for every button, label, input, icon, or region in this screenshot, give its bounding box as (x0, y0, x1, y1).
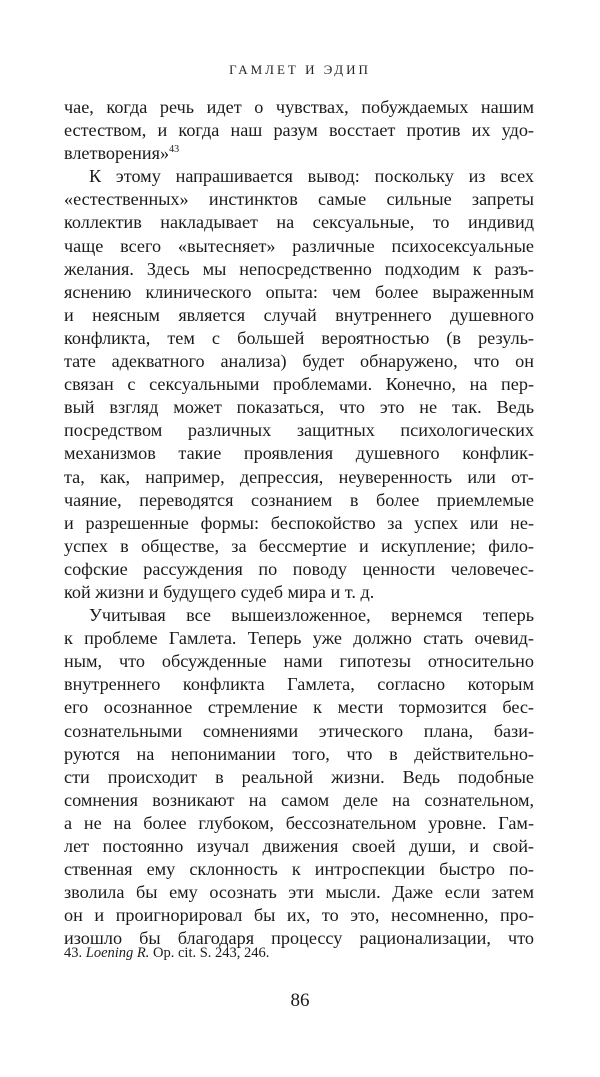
text-line-content: успех в обществе, за бессмертие и искупление; фило- (64, 535, 534, 556)
text-line (64, 835, 534, 858)
text-line (64, 489, 534, 512)
text-line (64, 881, 534, 904)
text-line (64, 258, 534, 281)
text-line-content: яснению клинического опыта: чем более выраженным (64, 281, 534, 302)
text-line (64, 650, 534, 673)
text-line-content: сомнения возникают на самом деле на сознательном, (64, 789, 534, 810)
text-line-content: лет постоянно изучал движения своей души, и свой- (64, 836, 534, 856)
text-line (64, 119, 534, 142)
text-line-content: к проблеме Гамлета. Теперь уже должно стать очевид- (64, 628, 534, 649)
text-line-content: его осознанное стремление к мести тормозится бес- (64, 697, 534, 718)
text-line-content: К этому напрашивается вывод: поскольку из всех (89, 166, 534, 187)
text-line-content: механизмов такие проявления душевного конфлик- (64, 443, 534, 464)
text-line (64, 904, 534, 927)
text-line-content: желания. Здесь мы непосредственно подходим к разъ- (64, 258, 534, 279)
text-line-content: посредством различных защитных психологических (64, 420, 534, 441)
text-line (64, 535, 534, 558)
body-text (64, 96, 534, 950)
text-line-content: ственная ему склонность к интроспекции быстро по- (64, 859, 534, 880)
text-line (64, 396, 534, 419)
text-line (64, 789, 534, 812)
text-line-content: внутреннего конфликта Гамлета, согласно которым (64, 674, 534, 695)
text-line-content: вый взгляд может показаться, что это не так. Ведь (64, 397, 534, 418)
text-line (64, 235, 534, 258)
text-line (64, 96, 534, 119)
text-line-content: чае, когда речь идет о чувствах, побуждаемых нашим (64, 97, 534, 117)
text-line (64, 604, 534, 627)
footnote (64, 944, 534, 962)
footnote-author: Loening R. (85, 945, 150, 961)
text-line (64, 373, 534, 396)
text-line-content: тате адекватного анализа) будет обнаружено, что он (64, 351, 534, 372)
text-line (64, 858, 534, 881)
text-line (64, 327, 534, 350)
text-line (64, 766, 534, 789)
text-line-content: кой жизни и будущего судеб мира и т. д. (64, 581, 375, 602)
text-line-content: софские рассуждения по поводу ценности человечес- (64, 558, 534, 579)
text-line (64, 627, 534, 650)
text-line-content: «естественных» инстинктов самые сильные запреты (64, 189, 534, 210)
text-line-content: изошло бы благодаря процессу рационализации, что (64, 928, 534, 949)
text-line-content: чаще всего «вытесняет» различные психосексуальные (64, 235, 534, 256)
footnote-citation: Op. cit. S. 243, 246. (153, 945, 270, 961)
text-line (64, 442, 534, 465)
text-line-content: конфликта, тем с большей вероятностью (в резуль- (64, 327, 534, 348)
text-line-content: влетворения» (64, 143, 170, 164)
text-line-content: руются на непонимании того, что в действительно- (64, 743, 534, 764)
text-line (64, 512, 534, 535)
footnote-reference: 43 (169, 144, 180, 156)
text-line (64, 720, 534, 743)
page-number: 86 (290, 990, 310, 1011)
text-line-content: коллектив накладывает на сексуальные, то индивид (64, 212, 534, 233)
text-line (64, 581, 534, 604)
text-line-content: сознательными сомнениями этического плана, бази- (64, 720, 534, 741)
running-head: ГАМЛЕТ И ЭДИП (229, 62, 371, 77)
text-line (64, 743, 534, 766)
text-line-content: естеством, и когда наш разум восстает против их удо- (64, 120, 534, 141)
text-line (64, 419, 534, 442)
text-line (64, 696, 534, 719)
text-line-content: зволила бы ему осознать эти мысли. Даже если затем (64, 882, 534, 903)
text-line (64, 812, 534, 835)
text-line (64, 281, 534, 304)
text-line-content: он и проигнорировал бы их, то это, несомненно, про- (64, 905, 534, 926)
text-line (64, 165, 534, 188)
text-line (64, 188, 534, 211)
text-line-content: связан с сексуальными проблемами. Конечно, на пер- (64, 374, 534, 395)
text-line (64, 673, 534, 696)
text-line (64, 466, 534, 489)
text-line-content: и разрешенные формы: беспокойство за успех или не- (64, 512, 534, 533)
text-line-content: сти происходит в реальной жизни. Ведь подобные (64, 766, 534, 787)
text-line-content: и неясным является случай внутреннего душевного (64, 304, 534, 325)
text-line (64, 350, 534, 373)
text-line-content: ным, что обсужденные нами гипотезы относительно (64, 651, 534, 672)
text-line-content: чаяние, переводятся сознанием в более приемлемые (64, 489, 534, 510)
text-line (64, 142, 534, 165)
text-line-content: Учитывая все вышеизложенное, вернемся теперь (89, 605, 534, 626)
text-line (64, 304, 534, 327)
text-line-content: та, как, например, депрессия, неуверенность или от- (64, 466, 534, 487)
text-line (64, 211, 534, 234)
footnote-number: 43. (64, 945, 83, 961)
text-line-content: а не на более глубоком, бессознательном уровне. Гам- (64, 812, 534, 833)
text-line (64, 558, 534, 581)
